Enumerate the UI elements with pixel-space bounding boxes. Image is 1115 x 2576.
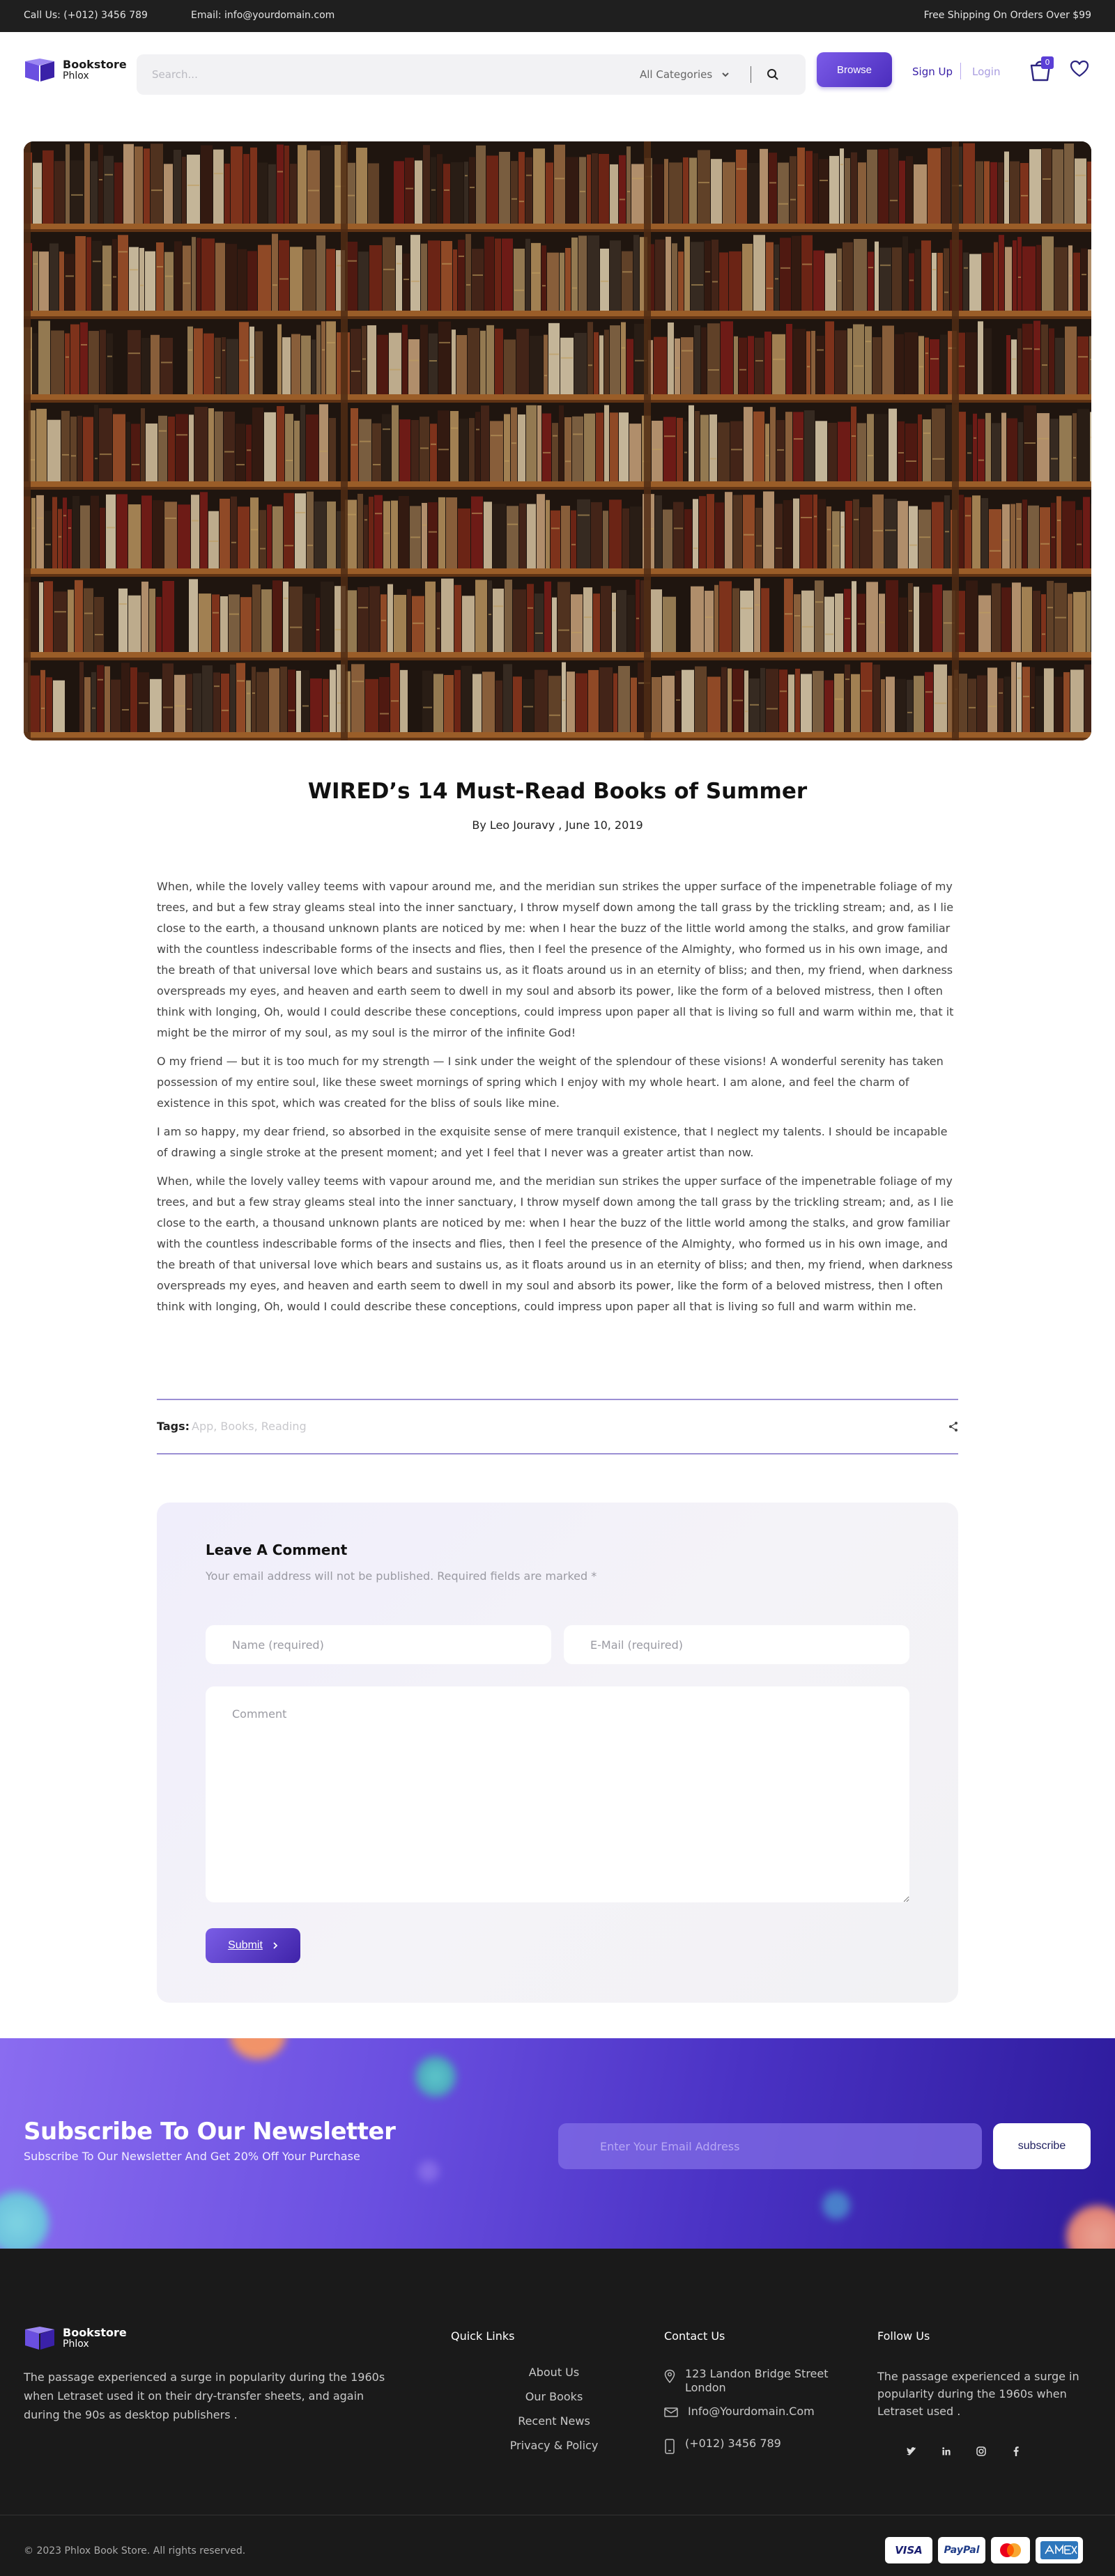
- comment-form: [157, 1503, 958, 2003]
- contact-address: [664, 2367, 845, 2395]
- newsletter-subtitle: Subscribe To Our Newsletter And Get 20% Off Your Purchase: [24, 2150, 360, 2163]
- mail-icon: [664, 2407, 678, 2418]
- browse-button[interactable]: Browse: [817, 52, 892, 87]
- site-logo[interactable]: [24, 59, 127, 82]
- name-field[interactable]: [206, 1625, 551, 1664]
- post-paragraph: I am so happy, my dear friend, so absorbed in the exquisite sense of mere tranquil existence, that I neglect my talents. I should be incapable of drawing a single stroke at the present moment; and yet I feel that I never was a greater artist than now.: [157, 1125, 948, 1159]
- chevron-down-icon[interactable]: [721, 70, 730, 79]
- footer-link-our-books[interactable]: Our Books: [525, 2390, 583, 2403]
- contact-address-text: 123 Landon Bridge Street London: [685, 2367, 829, 2394]
- footer-logo-title: Bookstore: [63, 2326, 127, 2339]
- comment-form-note: Your email address will not be published. Required fields are marked *: [206, 1569, 597, 1583]
- newsletter-email-input[interactable]: [558, 2123, 982, 2169]
- payment-methods: [885, 2537, 1083, 2563]
- linkedin-icon[interactable]: [941, 2446, 952, 2457]
- footer-link-about-us[interactable]: About Us: [528, 2366, 580, 2379]
- site-footer: [0, 2249, 1115, 2576]
- chevron-right-icon: [272, 1941, 278, 1950]
- contact-phone-text: (+012) 3456 789: [685, 2437, 781, 2450]
- footer-link-privacy-policy[interactable]: Privacy & Policy: [509, 2439, 599, 2452]
- footer-link-recent-news[interactable]: Recent News: [518, 2414, 590, 2428]
- email-field[interactable]: [564, 1625, 909, 1664]
- decor-blob: [0, 2191, 49, 2249]
- auth-divider: [960, 63, 961, 79]
- comment-textarea[interactable]: [206, 1686, 909, 1902]
- quick-links-title: Quick Links: [451, 2329, 515, 2343]
- wishlist-heart-icon[interactable]: [1070, 60, 1089, 78]
- contact-email[interactable]: [664, 2405, 815, 2418]
- comment-form-title: Leave A Comment: [206, 1542, 348, 1558]
- search-bar: [137, 54, 806, 95]
- post-paragraph: O my friend — but it is too much for my strength — I sink under the weight of the splendour of these visions! A wonderful serenity has taken possession of my entire soul, like these sweet mornings of spring which I enjoy with my whole heart. I am alone, and feel the charm of existence in this spot, which was created for the bliss of souls like mine.: [157, 1055, 944, 1110]
- mastercard-icon: [991, 2537, 1030, 2563]
- copyright-text: © 2023 Phlox Book Store. All rights reserved.: [24, 2545, 246, 2556]
- newsletter-section: [0, 2038, 1115, 2249]
- tags-bar: [157, 1399, 958, 1454]
- post-content: [157, 876, 958, 1325]
- visa-label: VISA: [895, 2544, 923, 2556]
- decor-blob: [230, 2038, 286, 2059]
- paypal-icon: [938, 2537, 985, 2563]
- location-pin-icon: [664, 2369, 675, 2383]
- cart-count-badge: 0: [1041, 56, 1054, 69]
- tags-label: Tags:: [157, 1420, 190, 1433]
- decor-blob: [822, 2191, 850, 2219]
- amex-icon: [1036, 2537, 1083, 2563]
- login-link[interactable]: Login: [972, 65, 1001, 78]
- logo-title: Bookstore: [63, 58, 127, 71]
- signup-link[interactable]: Sign Up: [912, 65, 953, 78]
- share-icon[interactable]: [948, 1421, 958, 1432]
- submit-label: Submit: [228, 1939, 263, 1951]
- book-logo-icon: [24, 59, 56, 82]
- phone-icon: [664, 2439, 675, 2454]
- search-input[interactable]: [152, 54, 598, 95]
- instagram-icon[interactable]: [976, 2446, 987, 2457]
- decor-blob: [1066, 2205, 1115, 2249]
- follow-text: The passage experienced a surge in popularity during the 1960s when Letraset used .: [877, 2370, 1079, 2418]
- twitter-icon[interactable]: [906, 2446, 917, 2457]
- footer-logo[interactable]: [24, 2327, 127, 2350]
- contact-title: Contact Us: [664, 2329, 725, 2343]
- logo-subtitle: Phlox: [63, 70, 89, 82]
- search-icon[interactable]: [766, 68, 780, 82]
- contact-email-text: Info@Yourdomain.Com: [688, 2405, 815, 2418]
- topbar-email: Email: info@yourdomain.com: [191, 10, 335, 21]
- decor-blob: [415, 2056, 456, 2097]
- visa-icon: [885, 2537, 932, 2563]
- tags-list[interactable]: App, Books, Reading: [192, 1420, 307, 1433]
- bookshelf-illustration: [24, 141, 1091, 740]
- submit-button[interactable]: [206, 1928, 300, 1963]
- topbar-phone: Call Us: (+012) 3456 789: [24, 10, 148, 21]
- post-title: WIRED’s 14 Must-Read Books of Summer: [307, 779, 808, 804]
- paypal-label: PayPal: [944, 2545, 980, 2556]
- contact-phone[interactable]: [664, 2437, 781, 2454]
- post-paragraph: When, while the lovely valley teems with vapour around me, and the meridian sun strikes the upper surface of the impenetrable foliage of my trees, and but a few stray gleams steal into the inner sanctuary, I throw myself down among the tall grass by the trickling stream; and, as I lie close to the earth, a thousand unknown plants are noticed by me: when I hear the buzz of the little world among the stalks, and grow familiar with the countless indescribable forms of the insects and flies, then I feel the presence of the Almighty, who formed us in his own image, and the breath of that universal love which bears and sustains us, as it floats around us in an eternity of bliss; and then, my friend, when darkness overspreads my eyes, and heaven and earth seem to dwell in my soul and absorb its power, like the form of a beloved mistress, then I often think with longing, Oh, would I could describe these conceptions, could impress upon paper all that is living so full and warm within me, that it might be the mirror of my soul, as my soul is the mirror of the infinite God!: [157, 880, 954, 1039]
- footer-about-text: The passage experienced a surge in popularity during the 1960s when Letraset used it on their dry-transfer sheets, and again during the 90s as desktop publishers .: [24, 2371, 385, 2421]
- footer-logo-subtitle: Phlox: [63, 2338, 89, 2350]
- book-logo-icon: [24, 2327, 56, 2350]
- post-meta: By Leo Jouravy , June 10, 2019: [472, 818, 643, 832]
- topbar-shipping-notice: Free Shipping On Orders Over $99: [923, 10, 1091, 21]
- top-bar: [0, 0, 1115, 32]
- social-links: [906, 2446, 1022, 2457]
- newsletter-title: Subscribe To Our Newsletter: [24, 2118, 396, 2146]
- subscribe-button[interactable]: subscribe: [993, 2123, 1091, 2169]
- site-header: [0, 32, 1115, 109]
- follow-title: Follow Us: [877, 2329, 930, 2343]
- quick-links-list: [488, 2366, 620, 2463]
- facebook-icon[interactable]: [1010, 2446, 1022, 2457]
- decor-blob: [418, 2161, 439, 2182]
- post-paragraph: When, while the lovely valley teems with vapour around me, and the meridian sun strikes the upper surface of the impenetrable foliage of my trees, and but a few stray gleams steal into the inner sanctuary, I throw myself down among the tall grass by the trickling stream; and, as I lie close to the earth, a thousand unknown plants are noticed by me: when I hear the buzz of the little world among the stalks, and grow familiar with the countless indescribable forms of the insects and flies, then I feel the presence of the Almighty, who formed us in his own image, and the breath of that universal love which bears and sustains us, as it floats around us in an eternity of bliss; and then, my friend, when darkness overspreads my eyes, and heaven and earth seem to dwell in my soul and absorb its power, like the form of a beloved mistress, then I often think with longing, Oh, would I could describe these conceptions, could impress upon paper all that is living so full and warm within me.: [157, 1174, 954, 1313]
- hero-image-bookshelf: [24, 141, 1091, 740]
- category-select[interactable]: All Categories: [640, 68, 713, 81]
